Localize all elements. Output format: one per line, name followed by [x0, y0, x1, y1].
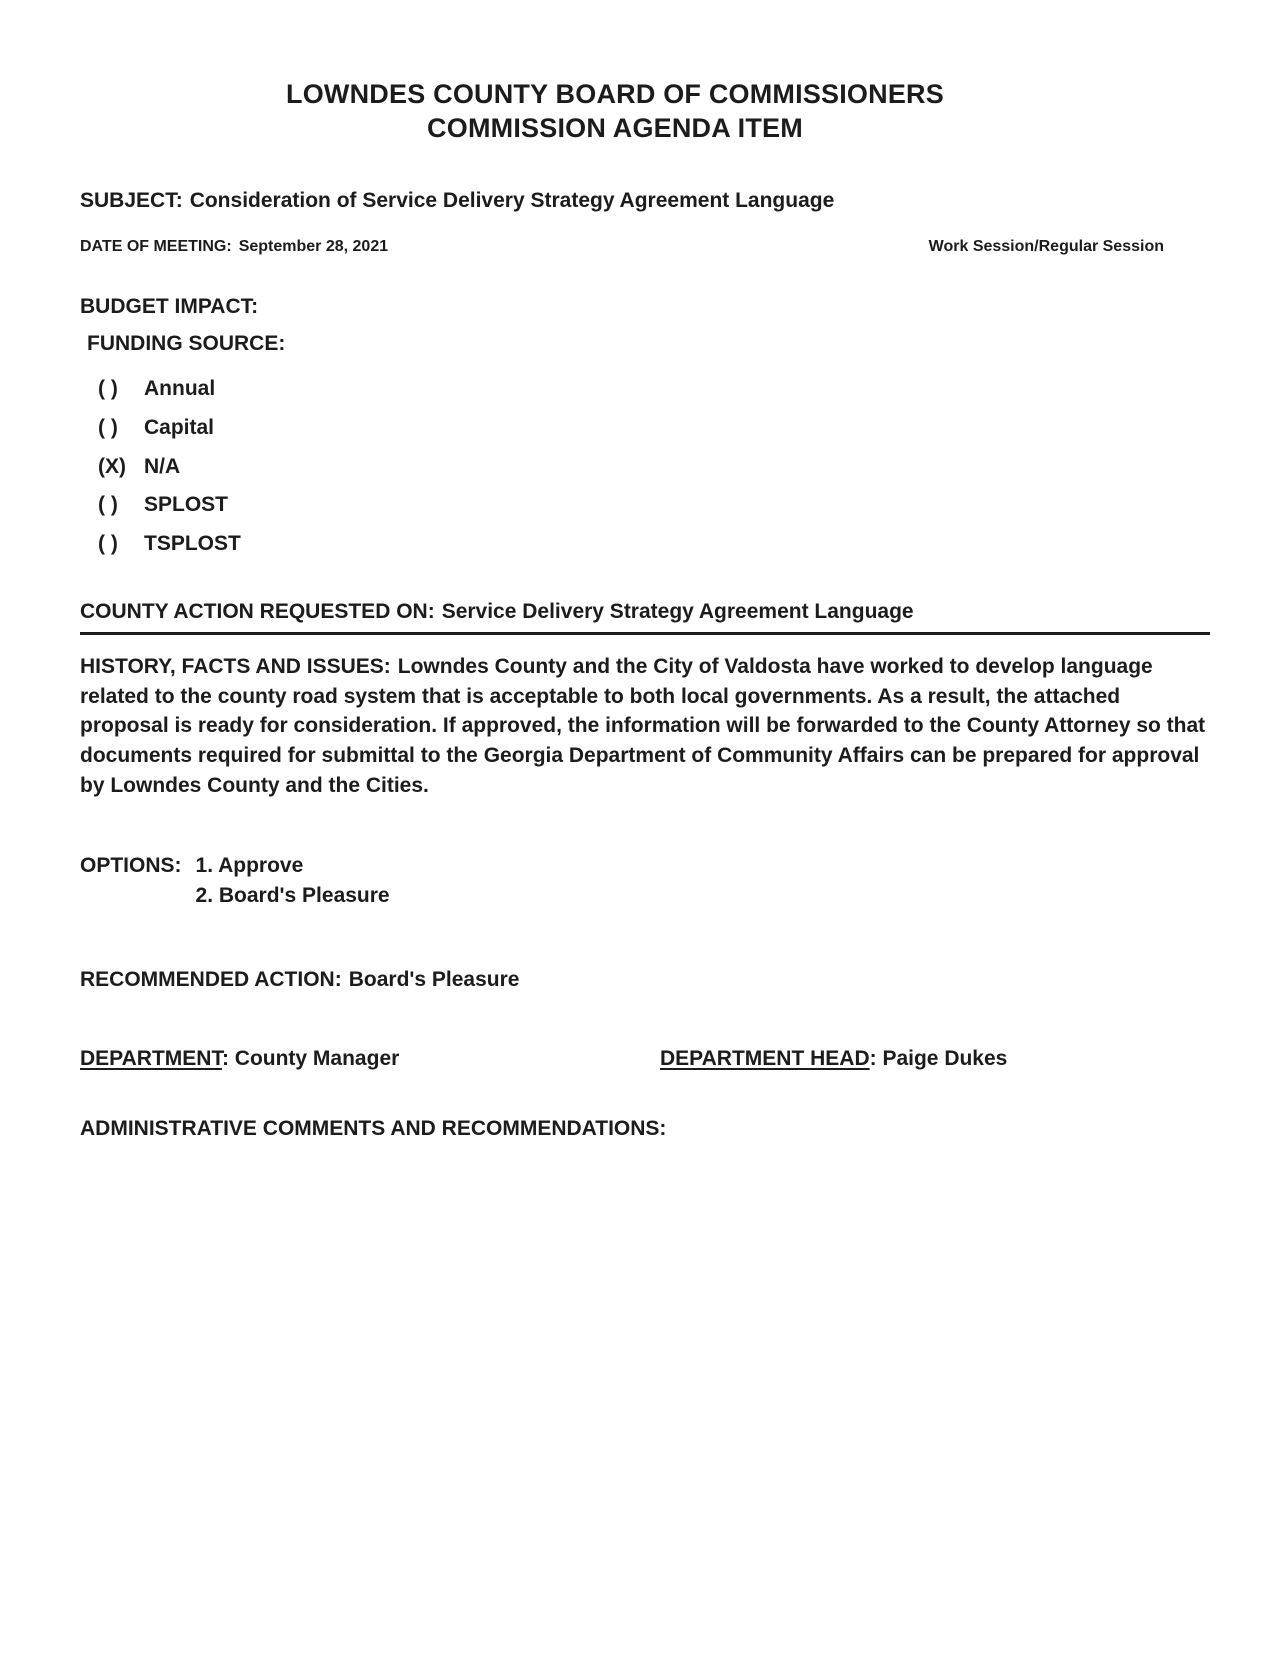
- checkbox-mark-checked: (X): [98, 454, 126, 478]
- county-action-value: Service Delivery Strategy Agreement Language: [441, 600, 914, 623]
- options-label: OPTIONS:: [80, 853, 182, 877]
- admin-comments-label: ADMINISTRATIVE COMMENTS AND RECOMMENDATIONS:: [80, 1117, 667, 1141]
- budget-impact-label: BUDGET IMPACT:: [80, 295, 259, 319]
- department-head-label: DEPARTMENT HEAD: [660, 1047, 870, 1071]
- county-action-line: [80, 597, 1210, 635]
- meeting-date: [80, 238, 388, 256]
- funding-options-list: [80, 374, 1210, 559]
- recommended-action-value: Board's Pleasure: [348, 967, 520, 991]
- subject-line: [80, 186, 1210, 216]
- history-label: HISTORY, FACTS AND ISSUES:: [80, 654, 391, 678]
- admin-comments-line: [80, 1114, 1210, 1144]
- department-line: [80, 1044, 1210, 1074]
- option-item-1: 1. Approve: [195, 853, 304, 877]
- checkbox-mark: ( ): [98, 493, 118, 517]
- recommended-action-line: [80, 965, 1210, 995]
- funding-option-tsplost: [80, 529, 1210, 559]
- recommended-action-label: RECOMMENDED ACTION:: [80, 967, 342, 991]
- department-head-field: [660, 1044, 1007, 1074]
- funding-option-splost: [80, 490, 1210, 520]
- department-value: : County Manager: [221, 1047, 400, 1071]
- checkbox-mark: ( ): [98, 376, 118, 400]
- options-list: [196, 851, 390, 911]
- option-item-2: 2. Board's Pleasure: [195, 883, 390, 907]
- funding-option-na: [80, 452, 1210, 482]
- subject-label: SUBJECT:: [80, 188, 183, 212]
- department-field: [80, 1044, 660, 1074]
- session-type: Work Session/Regular Session: [928, 238, 1164, 256]
- funding-option-annual: [80, 374, 1210, 404]
- subject-value: Consideration of Service Delivery Strategy Agreement Language: [189, 188, 835, 212]
- funding-option-capital: [80, 413, 1210, 443]
- title-line-1: LOWNDES COUNTY BOARD OF COMMISSIONERS: [286, 79, 944, 109]
- history-text: Lowndes County and the City of Valdosta have worked to develop language related to the county road system that is acceptable to both local governments. As a result, the attached proposal is ready for consideration. If approved, the information will be forwarded to the County Attorney so that documents required for submittal to the Georgia Department of Community Affairs can be prepared for approval by Lowndes County and the Cities.: [80, 654, 1206, 798]
- budget-impact-line: [80, 292, 1210, 322]
- funding-option-label: Annual: [144, 376, 216, 400]
- meeting-value: September 28, 2021: [238, 238, 389, 256]
- funding-option-label: Capital: [144, 415, 215, 439]
- department-label: DEPARTMENT: [80, 1047, 222, 1071]
- document-title: [80, 78, 1210, 146]
- funding-source-line: [80, 329, 1210, 359]
- title-line-2: COMMISSION AGENDA ITEM: [427, 112, 803, 143]
- funding-option-label: N/A: [144, 454, 181, 478]
- checkbox-mark: ( ): [98, 532, 118, 556]
- funding-option-label: TSPLOST: [144, 532, 241, 556]
- department-head-value: : Paige Dukes: [869, 1047, 1008, 1071]
- meeting-label: DATE OF MEETING:: [80, 238, 232, 256]
- funding-source-label: FUNDING SOURCE:: [87, 332, 286, 356]
- meeting-line: [80, 238, 1210, 256]
- checkbox-mark: ( ): [98, 415, 118, 439]
- history-paragraph: [80, 652, 1210, 801]
- options-section: [80, 851, 1210, 911]
- funding-option-label: SPLOST: [144, 493, 229, 517]
- county-action-label: COUNTY ACTION REQUESTED ON:: [80, 600, 435, 623]
